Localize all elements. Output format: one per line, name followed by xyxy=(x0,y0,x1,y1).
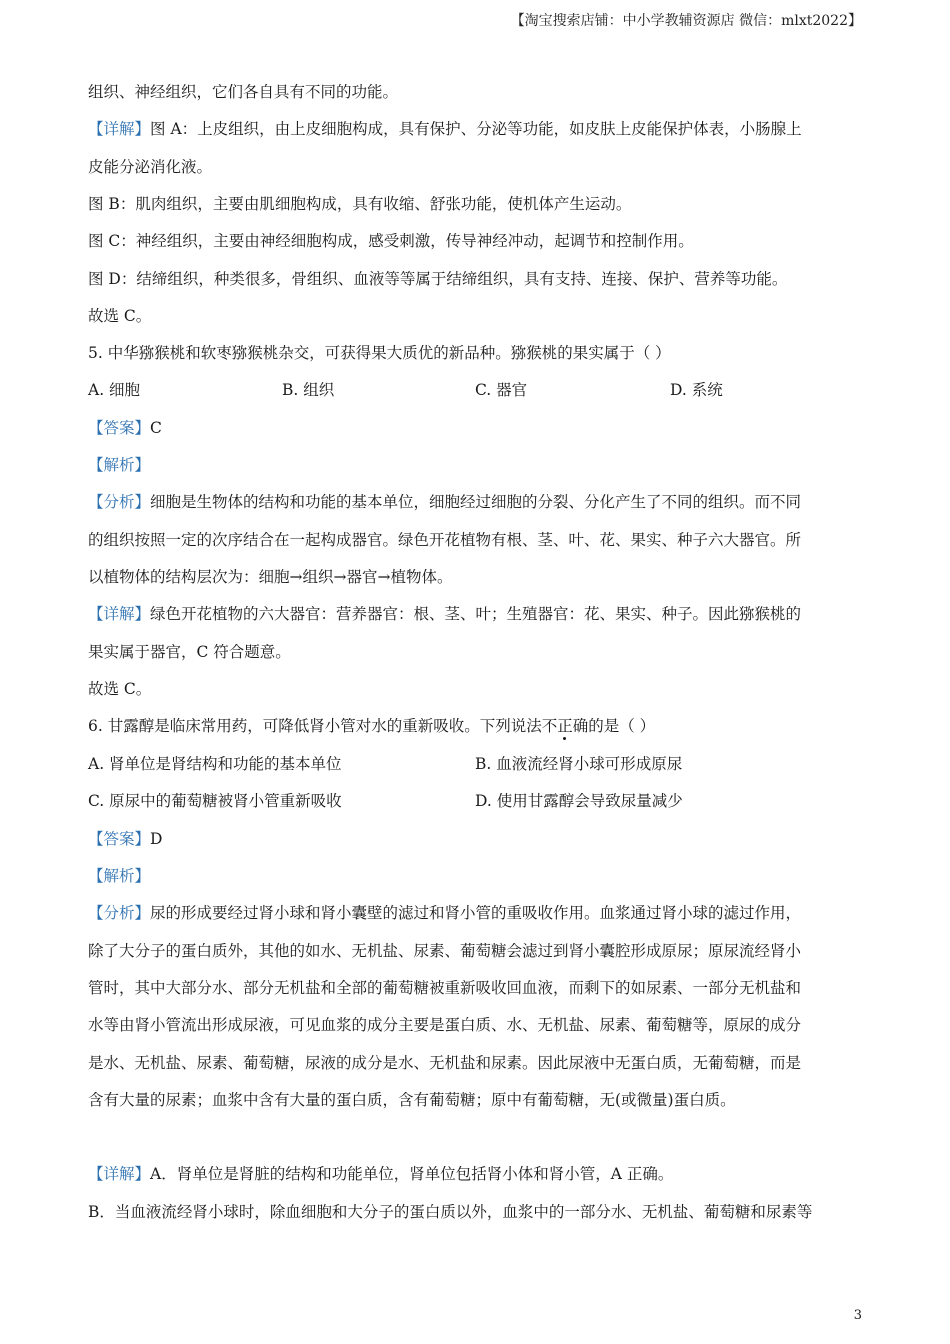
page-number: 3 xyxy=(853,1308,862,1323)
text-line: 除了大分子的蛋白质外，其他的如水、无机盐、尿素、葡萄糖会滤过到肾小囊腔形成原尿；原尿流经肾小 xyxy=(88,942,802,960)
q6-option-b: B. 血液流经肾小球可形成原尿 xyxy=(475,755,683,773)
q5-option-b: B. 组织 xyxy=(282,381,335,399)
answer-value: D xyxy=(150,830,163,848)
text-line: 绿色开花植物的六大器官：营养器官：根、茎、叶；生殖器官：花、果实、种子。因此猕猴桃的 xyxy=(150,605,802,623)
text-line: 细胞是生物体的结构和功能的基本单位，细胞经过细胞的分裂、分化产生了不同的组织。而不同 xyxy=(150,493,802,511)
detail-tag: 【详解】 xyxy=(88,1165,151,1183)
emphasis-text: 不正确 xyxy=(541,717,589,735)
text-line: 水等由肾小管流出形成尿液，可见血浆的成分主要是蛋白质、水、无机盐、尿素、葡萄糖等，原尿的成分 xyxy=(88,1016,802,1034)
detail-tag: 【详解】 xyxy=(88,605,151,623)
fenxi-tag: 【分析】 xyxy=(88,904,151,922)
text-line: 故选 C。 xyxy=(88,680,152,698)
q5-answer xyxy=(88,418,162,438)
stem-text: 6. 甘露醇是临床常用药，可降低肾小管对水的重新吸收。下列说法 xyxy=(88,717,542,735)
q6-fenxi xyxy=(88,903,801,923)
text-line: 组织、神经组织，它们各自具有不同的功能。 xyxy=(88,83,399,101)
text-line: A．肾单位是肾脏的结构和功能单位，肾单位包括肾小体和肾小管，A 正确。 xyxy=(150,1165,674,1183)
text-line: 以植物体的结构层次为：细胞→组织→器官→植物体。 xyxy=(88,568,453,586)
q5-option-a: A. 细胞 xyxy=(88,381,141,399)
q6-answer xyxy=(88,829,162,849)
page-header: 【淘宝搜索店铺：中小学教辅资源店 微信：mlxt2022】 xyxy=(510,13,862,29)
question-6-stem xyxy=(88,716,655,736)
text-line: 图 D：结缔组织，种类很多，骨组织、血液等等属于结缔组织，具有支持、连接、保护、营养等功能。 xyxy=(88,270,788,288)
q5-detail xyxy=(88,604,801,624)
question-5-stem: 5. 中华猕猴桃和软枣猕猴桃杂交，可获得果大质优的新品种。猕猴桃的果实属于（ ） xyxy=(88,344,671,362)
text-line: 是水、无机盐、尿素、葡萄糖，尿液的成分是水、无机盐和尿素。因此尿液中无蛋白质，无葡萄糖，而是 xyxy=(88,1054,802,1072)
text-line: 图 A：上皮组织，由上皮细胞构成，具有保护、分泌等功能，如皮肤上皮能保护体表，小肠腺上 xyxy=(150,120,802,138)
q6-detail xyxy=(88,1164,673,1184)
answer-value: C xyxy=(150,419,162,437)
detail-paragraph xyxy=(88,119,802,139)
text-line: 皮能分泌消化液。 xyxy=(88,158,213,176)
detail-tag: 【详解】 xyxy=(88,120,151,138)
q6-option-d: D. 使用甘露醇会导致尿量减少 xyxy=(475,792,683,810)
answer-tag: 【答案】 xyxy=(88,419,151,437)
text-line: 图 C：神经组织，主要由神经细胞构成，感受刺激，传导神经冲动，起调节和控制作用。 xyxy=(88,232,694,250)
text-line: B．当血液流经肾小球时，除血细胞和大分子的蛋白质以外，血浆中的一部分水、无机盐、葡萄糖和尿素等 xyxy=(88,1203,813,1221)
analysis-tag: 【解析】 xyxy=(88,456,151,474)
q5-fenxi xyxy=(88,492,801,512)
q6-option-c: C. 原尿中的葡萄糖被肾小管重新吸收 xyxy=(88,792,342,810)
text-line: 的组织按照一定的次序结合在一起构成器官。绿色开花植物有根、茎、叶、花、果实、种子六大器官。所 xyxy=(88,531,802,549)
q5-option-c: C. 器官 xyxy=(475,381,528,399)
fenxi-tag: 【分析】 xyxy=(88,493,151,511)
text-line: 尿的形成要经过肾小球和肾小囊壁的滤过和肾小管的重吸收作用。血浆通过肾小球的滤过作用， xyxy=(150,904,802,922)
answer-tag: 【答案】 xyxy=(88,830,151,848)
text-line: 故选 C。 xyxy=(88,307,152,325)
stem-text: 的是（ ） xyxy=(588,717,656,735)
q6-option-a: A. 肾单位是肾结构和功能的基本单位 xyxy=(88,755,342,773)
text-line: 图 B：肌肉组织，主要由肌细胞构成，具有收缩、舒张功能，使机体产生运动。 xyxy=(88,195,632,213)
text-line: 管时，其中大部分水、部分无机盐和全部的葡萄糖被重新吸收回血液，而剩下的如尿素、一部分无机盐和 xyxy=(88,979,802,997)
text-line: 果实属于器官，C 符合题意。 xyxy=(88,643,291,661)
text-line: 含有大量的尿素；血浆中含有大量的蛋白质，含有葡萄糖；原中有葡萄糖，无(或微量)蛋白质。 xyxy=(88,1091,736,1109)
q5-option-d: D. 系统 xyxy=(670,381,723,399)
analysis-tag: 【解析】 xyxy=(88,867,151,885)
